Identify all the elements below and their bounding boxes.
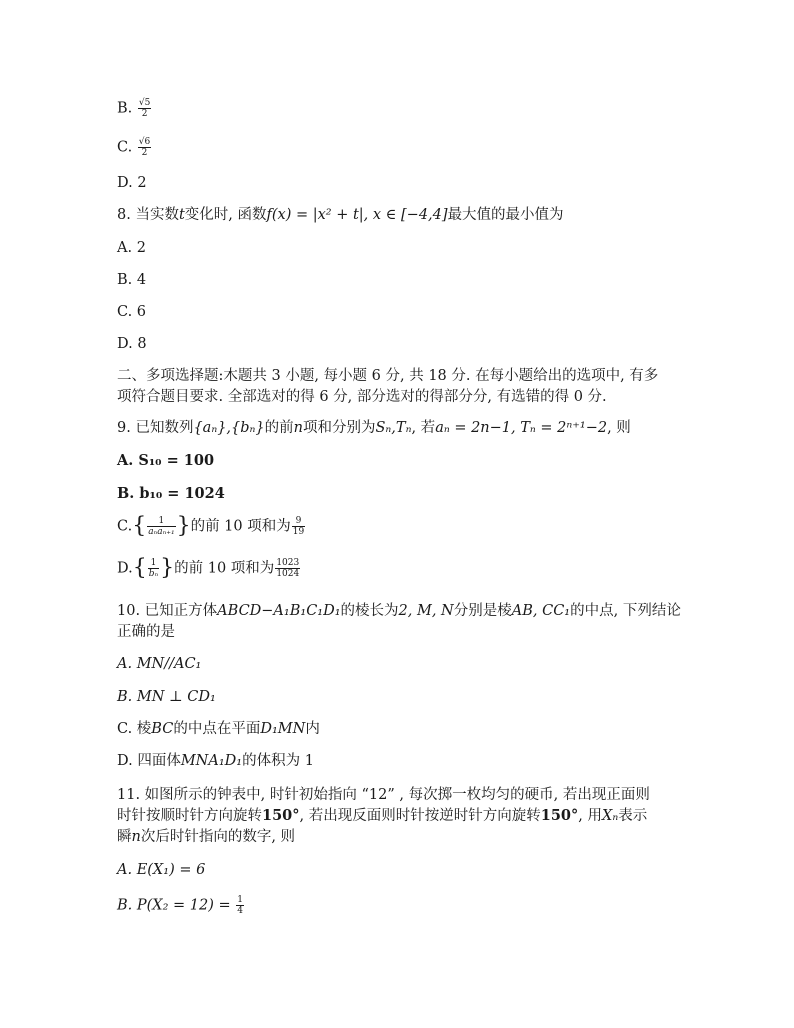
q11-option-a: A. E(X₁) = 6	[117, 862, 206, 878]
q9-c-value-fraction: $\frac{9}{19}$	[292, 516, 305, 537]
q9-d-seq-fraction: $\frac{1}{\text{bₙ}}$	[148, 558, 159, 579]
q11-stem-line2: 时针按顺时针方向旋转150°, 若出现反面则时针按逆时针方向旋转150°, 用Xₙ表示	[117, 807, 648, 824]
q8-stem: 8. 当实数t变化时, 函数f(x) = |x² + t|, x ∈ [−4,4]最大值的最小值为	[117, 207, 564, 223]
q8-option-d: D. 8	[117, 336, 147, 352]
q8-option-a: A. 2	[117, 240, 146, 256]
q8-option-b: B. 4	[117, 272, 147, 288]
q9-option-d: D.{ $\frac{1}{\text{bₙ}}$ }的前 10 项和为 $\frac{1023}{1024}$	[117, 555, 300, 581]
q10-stem-line1: 10. 已知正方体ABCD−A₁B₁C₁D₁的棱长为2, M, N分别是棱AB, CC₁的中点, 下列结论	[117, 603, 681, 619]
q8-formula: f(x) = |x² + t|, x ∈ [−4,4]	[266, 207, 448, 223]
q11-option-b: B. P(X₂ = 12) = $\frac{1}{4}$	[117, 895, 244, 916]
q7-option-c: C. $\frac{√6}{2}$	[117, 137, 151, 158]
q8-option-c: C. 6	[117, 304, 147, 320]
q10-option-c: C. 棱BC的中点在平面D₁MN内	[117, 721, 320, 737]
q9-stem: 9. 已知数列{aₙ},{bₙ}的前n项和分别为Sₙ,Tₙ, 若aₙ = 2n−1, Tₙ = 2ⁿ⁺¹−2, 则	[117, 420, 631, 436]
q9-d-value-fraction: $\frac{1023}{1024}$	[276, 558, 300, 579]
section2-line1: 二、多项选择题:木题共 3 小题, 每小题 6 分, 共 18 分. 在每小题给出的选项中, 有多	[117, 368, 659, 384]
q10-option-a: A. MN//AC₁	[117, 656, 202, 672]
q11-stem-line3: 瞬n次后时针指向的数字, 则	[117, 829, 296, 845]
section2-line2: 项符合题目要求. 全部选对的得 6 分, 部分选对的得部分分, 有选错的得 0 分.	[117, 389, 607, 405]
q10-option-d: D. 四面体MNA₁D₁的体积为 1	[117, 753, 314, 769]
q11-b-fraction: $\frac{1}{4}$	[237, 895, 244, 916]
q9-option-b: B. b₁₀ = 1024	[117, 485, 225, 502]
q9-formula: aₙ = 2n−1, Tₙ = 2ⁿ⁺¹−2	[435, 420, 608, 436]
q7-option-b: B. $\frac{√5}{2}$	[117, 98, 151, 119]
q7-option-d: D. 2	[117, 175, 147, 191]
q9-option-a: A. S₁₀ = 100	[117, 452, 215, 469]
q10-option-b: B. MN ⊥ CD₁	[117, 689, 216, 705]
q11-stem-line1: 11. 如图所示的钟表中, 时针初始指向 “12” , 每次掷一枚均匀的硬币, 若出现正面则	[117, 787, 650, 803]
q7-option-c-fraction: $\frac{√6}{2}$	[138, 137, 151, 158]
q7-option-b-fraction: $\frac{√5}{2}$	[138, 98, 151, 119]
q10-stem-line2: 正确的是	[117, 624, 175, 640]
q9-option-c: C.{ $\frac{1}{\text{aₙaₙ₊₁}}$ }的前 10 项和为 $\frac{9}{19}$	[117, 513, 305, 539]
q9-c-seq-fraction: $\frac{1}{\text{aₙaₙ₊₁}}$	[148, 516, 175, 537]
